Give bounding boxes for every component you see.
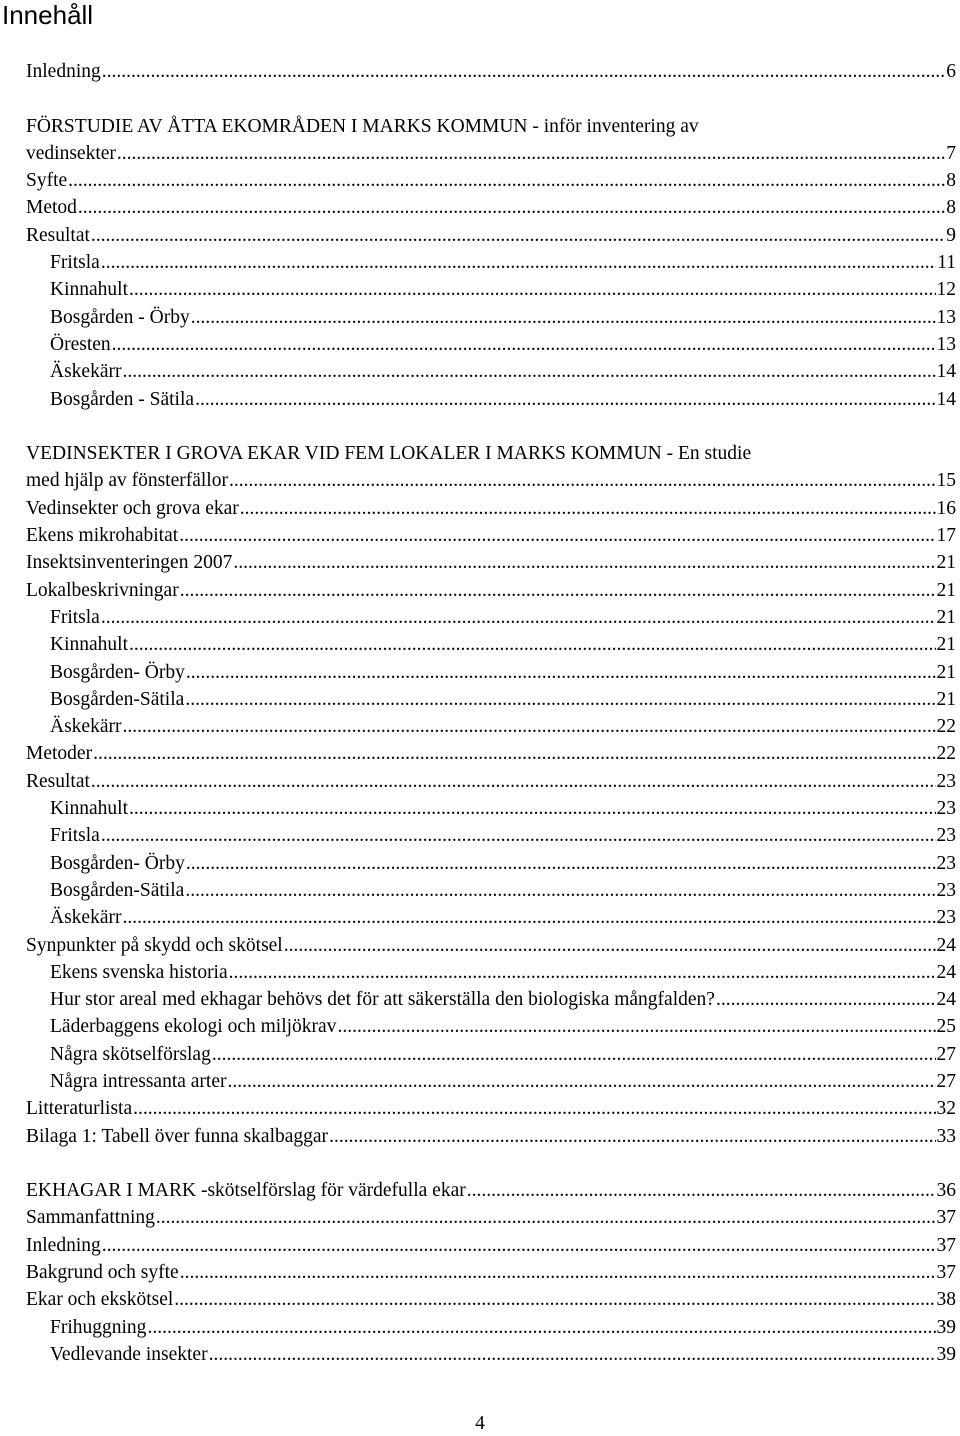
toc-entry[interactable] xyxy=(26,1068,956,1095)
toc-page-number: 24 xyxy=(936,989,956,1011)
toc-dot-leader xyxy=(716,986,936,1013)
toc-entry[interactable] xyxy=(26,932,956,959)
toc-page-number: 36 xyxy=(936,1180,956,1202)
toc-dot-leader xyxy=(147,1314,935,1341)
toc-entry-label-continued: med hjälp av fönsterfällor xyxy=(26,470,228,492)
toc-entry-label: Vedinsekter och grova ekar xyxy=(26,497,239,519)
toc-entry[interactable] xyxy=(26,522,956,549)
toc-entry[interactable] xyxy=(26,986,956,1013)
toc-entry-label: Öresten xyxy=(50,333,111,355)
toc-page-number: 22 xyxy=(936,743,956,765)
toc-dot-leader xyxy=(228,1068,936,1095)
toc-page-number: 21 xyxy=(936,688,956,710)
toc-dot-leader xyxy=(101,822,936,849)
toc-dot-leader xyxy=(186,659,936,686)
toc-dot-leader xyxy=(229,959,936,986)
toc-entry[interactable] xyxy=(26,1095,956,1122)
toc-page-number: 23 xyxy=(936,825,956,847)
toc-entry[interactable] xyxy=(26,222,956,249)
toc-page-number: 39 xyxy=(936,1316,956,1338)
toc-entry[interactable] xyxy=(26,1232,956,1259)
toc-page-number: 13 xyxy=(936,333,956,355)
toc-entry[interactable] xyxy=(26,1341,956,1368)
toc-entry-label: Läderbaggens ekologi och miljökrav xyxy=(50,1016,337,1038)
toc-entry[interactable] xyxy=(26,304,956,331)
toc-page-number: 39 xyxy=(936,1343,956,1365)
toc-entry-label: Frihuggning xyxy=(50,1316,147,1338)
toc-entry-label: VEDINSEKTER I GROVA EKAR VID FEM LOKALER I MARKS KOMMUN - En studie xyxy=(26,443,752,465)
toc-page-number: 27 xyxy=(936,1043,956,1065)
toc-entry-label: Äskekärr xyxy=(50,907,122,929)
toc-page-number: 14 xyxy=(936,388,956,410)
toc-dot-leader xyxy=(91,222,945,249)
toc-page-number: 24 xyxy=(936,934,956,956)
toc-entry[interactable] xyxy=(26,440,956,495)
toc-entry-label: Äskekärr xyxy=(50,716,122,738)
toc-entry-label: Några intressanta arter xyxy=(50,1070,227,1092)
toc-page-number: 37 xyxy=(936,1262,956,1284)
toc-entry-label: Äskekärr xyxy=(50,361,122,383)
toc-entry[interactable] xyxy=(26,194,956,221)
toc-page-number: 9 xyxy=(946,224,956,246)
toc-page-number: 8 xyxy=(946,170,956,192)
toc-dot-leader xyxy=(185,686,935,713)
toc-entry[interactable] xyxy=(26,1123,956,1150)
toc-entry[interactable] xyxy=(26,167,956,194)
toc-entry[interactable] xyxy=(26,276,956,303)
toc-page-number: 21 xyxy=(936,661,956,683)
toc-entry[interactable] xyxy=(26,549,956,576)
toc-page-number: 22 xyxy=(936,716,956,738)
toc-dot-leader xyxy=(117,140,945,167)
toc-entry-label: Inledning xyxy=(26,61,101,82)
toc-dot-leader xyxy=(195,386,935,413)
toc-entry-label: FÖRSTUDIE AV ÅTTA EKOMRÅDEN I MARKS KOMMUN - inför inventering av xyxy=(26,115,699,137)
toc-dot-leader xyxy=(129,795,936,822)
toc-entry[interactable] xyxy=(26,795,956,822)
toc-dot-leader xyxy=(229,467,936,494)
toc-entry-label: Bosgården - Sätila xyxy=(50,388,195,410)
toc-page-number: 21 xyxy=(936,579,956,601)
toc-entry[interactable] xyxy=(26,249,956,276)
toc-entry[interactable] xyxy=(26,631,956,658)
toc-page-number: 23 xyxy=(936,907,956,929)
toc-entry-label: Fritsla xyxy=(50,252,100,274)
toc-dot-leader xyxy=(186,850,936,877)
toc-entry[interactable] xyxy=(26,768,956,795)
toc-page-number: 27 xyxy=(936,1070,956,1092)
toc-page-number: 7 xyxy=(946,142,956,164)
toc-entry[interactable] xyxy=(26,822,956,849)
toc-dot-leader xyxy=(209,1341,936,1368)
toc-page-number: 33 xyxy=(936,1125,956,1147)
toc-dot-leader xyxy=(467,1177,936,1204)
toc-dot-leader xyxy=(133,1095,935,1122)
toc-page-number: 25 xyxy=(936,1016,956,1038)
toc-dot-leader xyxy=(122,358,935,385)
toc-page-number: 12 xyxy=(936,279,956,301)
toc-entry[interactable] xyxy=(26,58,956,85)
toc-entry-first-line xyxy=(26,113,956,140)
page-title: Innehåll xyxy=(2,0,94,30)
toc-entry[interactable] xyxy=(26,495,956,522)
toc-dot-leader xyxy=(179,522,935,549)
toc-dot-leader xyxy=(329,1123,935,1150)
toc-entry-label: Hur stor areal med ekhagar behövs det för att säkerställa den biologiska mångfalden? xyxy=(50,989,715,1011)
toc-dot-leader xyxy=(102,58,946,85)
toc-entry[interactable] xyxy=(26,740,956,767)
toc-dot-leader xyxy=(185,877,935,904)
toc-page-number: 24 xyxy=(936,961,956,983)
toc-entry-label: Resultat xyxy=(26,224,90,246)
toc-dot-leader xyxy=(122,904,935,931)
toc-entry-label: Fritsla xyxy=(50,825,100,847)
toc-entry-label: Bosgården-Sätila xyxy=(50,688,185,710)
toc-dot-leader xyxy=(174,1286,935,1313)
toc-entry-label: Bosgården-Sätila xyxy=(50,879,185,901)
toc-entry[interactable] xyxy=(26,331,956,358)
toc-entry-label: Resultat xyxy=(26,770,90,792)
toc-dot-leader xyxy=(129,631,936,658)
toc-entry-label: Ekens svenska historia xyxy=(50,961,228,983)
toc-entry[interactable] xyxy=(26,904,956,931)
toc-dot-leader xyxy=(180,1259,936,1286)
toc-entry-label: Vedlevande insekter xyxy=(50,1343,208,1365)
toc-entry-label: Sammanfattning xyxy=(26,1207,155,1229)
toc-entry-label: Syfte xyxy=(26,170,68,192)
toc-entry[interactable] xyxy=(26,577,956,604)
toc-page-number: 32 xyxy=(936,1098,956,1120)
toc-entry-label: Bakgrund och syfte xyxy=(26,1262,179,1284)
toc-entry-label: Kinnahult xyxy=(50,279,128,301)
toc-page-number: 13 xyxy=(936,306,956,328)
toc-entry-last-line xyxy=(26,467,956,494)
toc-page-number: 23 xyxy=(936,879,956,901)
toc-entry[interactable] xyxy=(26,1286,956,1313)
toc-entry-first-line xyxy=(26,440,956,467)
toc-dot-leader xyxy=(78,194,945,221)
toc-entry-label: Metoder xyxy=(26,743,93,765)
toc-dot-leader xyxy=(240,495,936,522)
toc-entry-label: Några skötselförslag xyxy=(50,1043,211,1065)
toc-entry-label: Bosgården- Örby xyxy=(50,661,185,683)
toc-entry[interactable] xyxy=(26,659,956,686)
toc-entry[interactable] xyxy=(26,1177,956,1204)
toc-entry[interactable] xyxy=(26,1041,956,1068)
toc-entry[interactable] xyxy=(26,686,956,713)
toc-entry[interactable] xyxy=(26,604,956,631)
toc-entry[interactable] xyxy=(26,1259,956,1286)
toc-page-number: 15 xyxy=(936,470,956,492)
toc-dot-leader xyxy=(212,1041,936,1068)
toc-dot-leader xyxy=(233,549,935,576)
toc-page-number: 14 xyxy=(936,361,956,383)
toc-dot-leader xyxy=(102,1232,936,1259)
toc-page-number: 17 xyxy=(936,525,956,547)
toc-entry-label: Insektsinventeringen 2007 xyxy=(26,552,233,574)
toc-entry-label: Bosgården - Örby xyxy=(50,306,190,328)
toc-page-number: 38 xyxy=(936,1289,956,1311)
toc-entry[interactable] xyxy=(26,386,956,413)
table-of-contents xyxy=(26,58,956,1368)
toc-dot-leader xyxy=(122,713,935,740)
toc-entry-label: Kinnahult xyxy=(50,634,128,656)
toc-dot-leader xyxy=(91,768,936,795)
toc-entry[interactable] xyxy=(26,1204,956,1231)
toc-page-number: 37 xyxy=(936,1234,956,1256)
toc-entry-label: Bosgården- Örby xyxy=(50,852,185,874)
toc-entry-label: Bilaga 1: Tabell över funna skalbaggar xyxy=(26,1125,329,1147)
toc-dot-leader xyxy=(112,331,936,358)
toc-entry[interactable] xyxy=(26,959,956,986)
toc-entry-label: Litteraturlista xyxy=(26,1098,133,1120)
toc-entry-label: Metod xyxy=(26,197,77,219)
toc-dot-leader xyxy=(129,276,936,303)
toc-entry[interactable] xyxy=(26,113,956,168)
toc-page-number: 21 xyxy=(936,552,956,574)
toc-entry-last-line xyxy=(26,140,956,167)
toc-entry-label: Lokalbeskrivningar xyxy=(26,579,179,601)
toc-entry[interactable] xyxy=(26,877,956,904)
toc-page-number: 23 xyxy=(936,770,956,792)
toc-entry[interactable] xyxy=(26,850,956,877)
toc-entry-label: Inledning xyxy=(26,1234,101,1256)
toc-entry-label: Kinnahult xyxy=(50,798,128,820)
toc-entry[interactable] xyxy=(26,713,956,740)
toc-dot-leader xyxy=(101,249,936,276)
toc-page-number: 11 xyxy=(937,252,956,274)
toc-page-number: 21 xyxy=(936,606,956,628)
toc-dot-leader xyxy=(284,932,936,959)
page-number: 4 xyxy=(475,1413,485,1434)
toc-dot-leader xyxy=(93,740,935,767)
toc-dot-leader xyxy=(180,577,936,604)
toc-entry-label: EKHAGAR I MARK -skötselförslag för värdefulla ekar xyxy=(26,1180,466,1202)
toc-page-number: 37 xyxy=(936,1207,956,1229)
toc-entry[interactable] xyxy=(26,1314,956,1341)
toc-entry-label-continued: vedinsekter xyxy=(26,142,116,164)
toc-entry[interactable] xyxy=(26,1013,956,1040)
toc-page-number: 16 xyxy=(936,497,956,519)
toc-dot-leader xyxy=(68,167,945,194)
toc-entry-label: Ekens mikrohabitat xyxy=(26,525,179,547)
toc-page-number: 23 xyxy=(936,798,956,820)
toc-page-number: 8 xyxy=(946,197,956,219)
toc-entry[interactable] xyxy=(26,358,956,385)
toc-page-number: 21 xyxy=(936,634,956,656)
toc-dot-leader xyxy=(156,1204,936,1231)
toc-dot-leader xyxy=(191,304,936,331)
toc-entry-label: Synpunkter på skydd och skötsel xyxy=(26,934,283,956)
toc-entry-label: Fritsla xyxy=(50,606,100,628)
toc-dot-leader xyxy=(101,604,936,631)
toc-entry-label: Ekar och ekskötsel xyxy=(26,1289,174,1311)
toc-page-number: 23 xyxy=(936,852,956,874)
toc-page-number: 6 xyxy=(946,61,956,82)
toc-dot-leader xyxy=(337,1013,935,1040)
